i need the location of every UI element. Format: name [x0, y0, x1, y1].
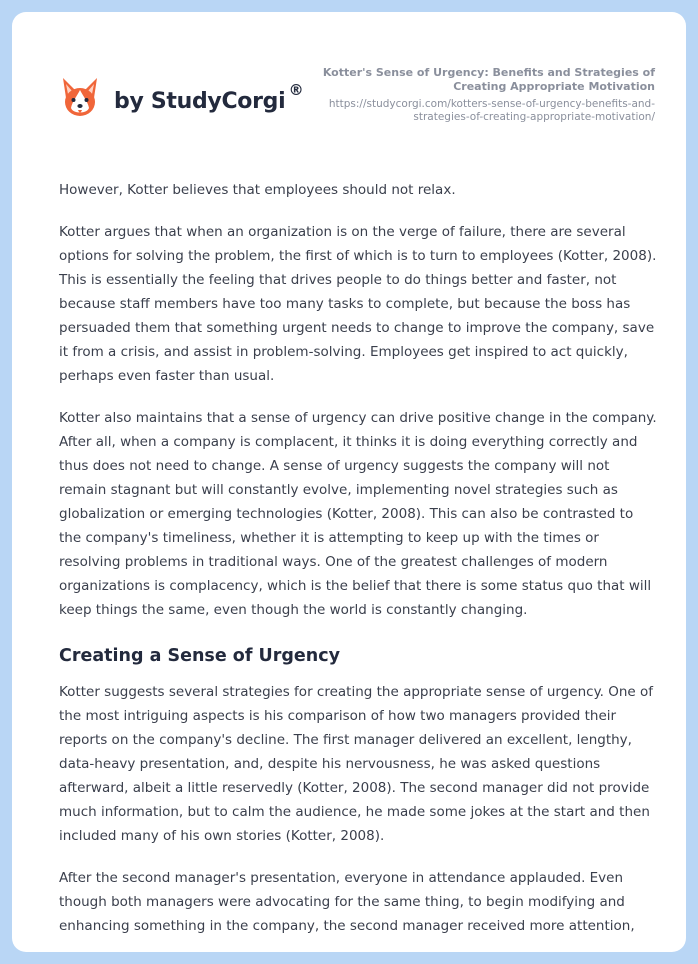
logo-text: by StudyCorgi: [114, 88, 286, 114]
document-url[interactable]: https://studycorgi.com/kotters-sense-of-urgency-benefits-and-strategies-of-creating-appropriate-motivation/: [328, 98, 655, 123]
document-body: [59, 178, 659, 952]
corgi-icon: [60, 76, 100, 120]
studycorgi-logo[interactable]: [60, 76, 304, 120]
section-heading: Creating a Sense of Urgency: [59, 646, 341, 666]
document-title: Kotter's Sense of Urgency: Benefits and Strategies of Creating Appropriate Motivation: [322, 66, 655, 93]
document-page: [12, 12, 686, 952]
paragraph: Kotter suggests several strategies for creating the appropriate sense of urgency. One of the most intriguing aspects is his comparison of how two managers provided their reports on the company's decline. The first manager delivered an excellent, lengthy, data-heavy presentation, and, despite his nervousness, he was asked questions afterward, albeit a little reservedly (Kotter, 2008). The second manager did not provide much information, but to calm the audience, he made some jokes at the start and then included many of his own stories (Kotter, 2008).: [59, 684, 654, 844]
paragraph: However, Kotter believes that employees should not relax.: [59, 182, 456, 198]
paragraph: After the second manager's presentation, everyone in attendance applauded. Even though both managers were advocating for the same thing, to begin modifying and enhancing something in the company, the second manager received more attention,: [59, 870, 635, 934]
logo-wordmark: [114, 80, 304, 114]
document-header: [295, 66, 655, 124]
registered-mark: ®: [288, 80, 304, 99]
paragraph: Kotter argues that when an organization is on the verge of failure, there are several options for solving the problem, the first of which is to turn to employees (Kotter, 2008). This is essentially the feeling that drives people to do things better and faster, not because staff members have too many tasks to complete, but because the boss has persuaded them that something urgent needs to change to improve the company, save it from a crisis, and assist in problem-solving. Employees get inspired to act quickly, perhaps even faster than usual.: [59, 224, 657, 384]
paragraph: Kotter also maintains that a sense of urgency can drive positive change in the company. After all, when a company is complacent, it thinks it is doing everything correctly and thus does not need to change. A sense of urgency suggests the company will not remain stagnant but will constantly evolve, implementing novel strategies such as globalization or emerging technologies (Kotter, 2008). This can also be contrasted to the company's timeliness, whether it is attempting to keep up with the times or resolving problems in traditional ways. One of the greatest challenges of modern organizations is complacency, which is the belief that there is some status quo that will keep things the same, even though the world is constantly changing.: [59, 410, 657, 618]
